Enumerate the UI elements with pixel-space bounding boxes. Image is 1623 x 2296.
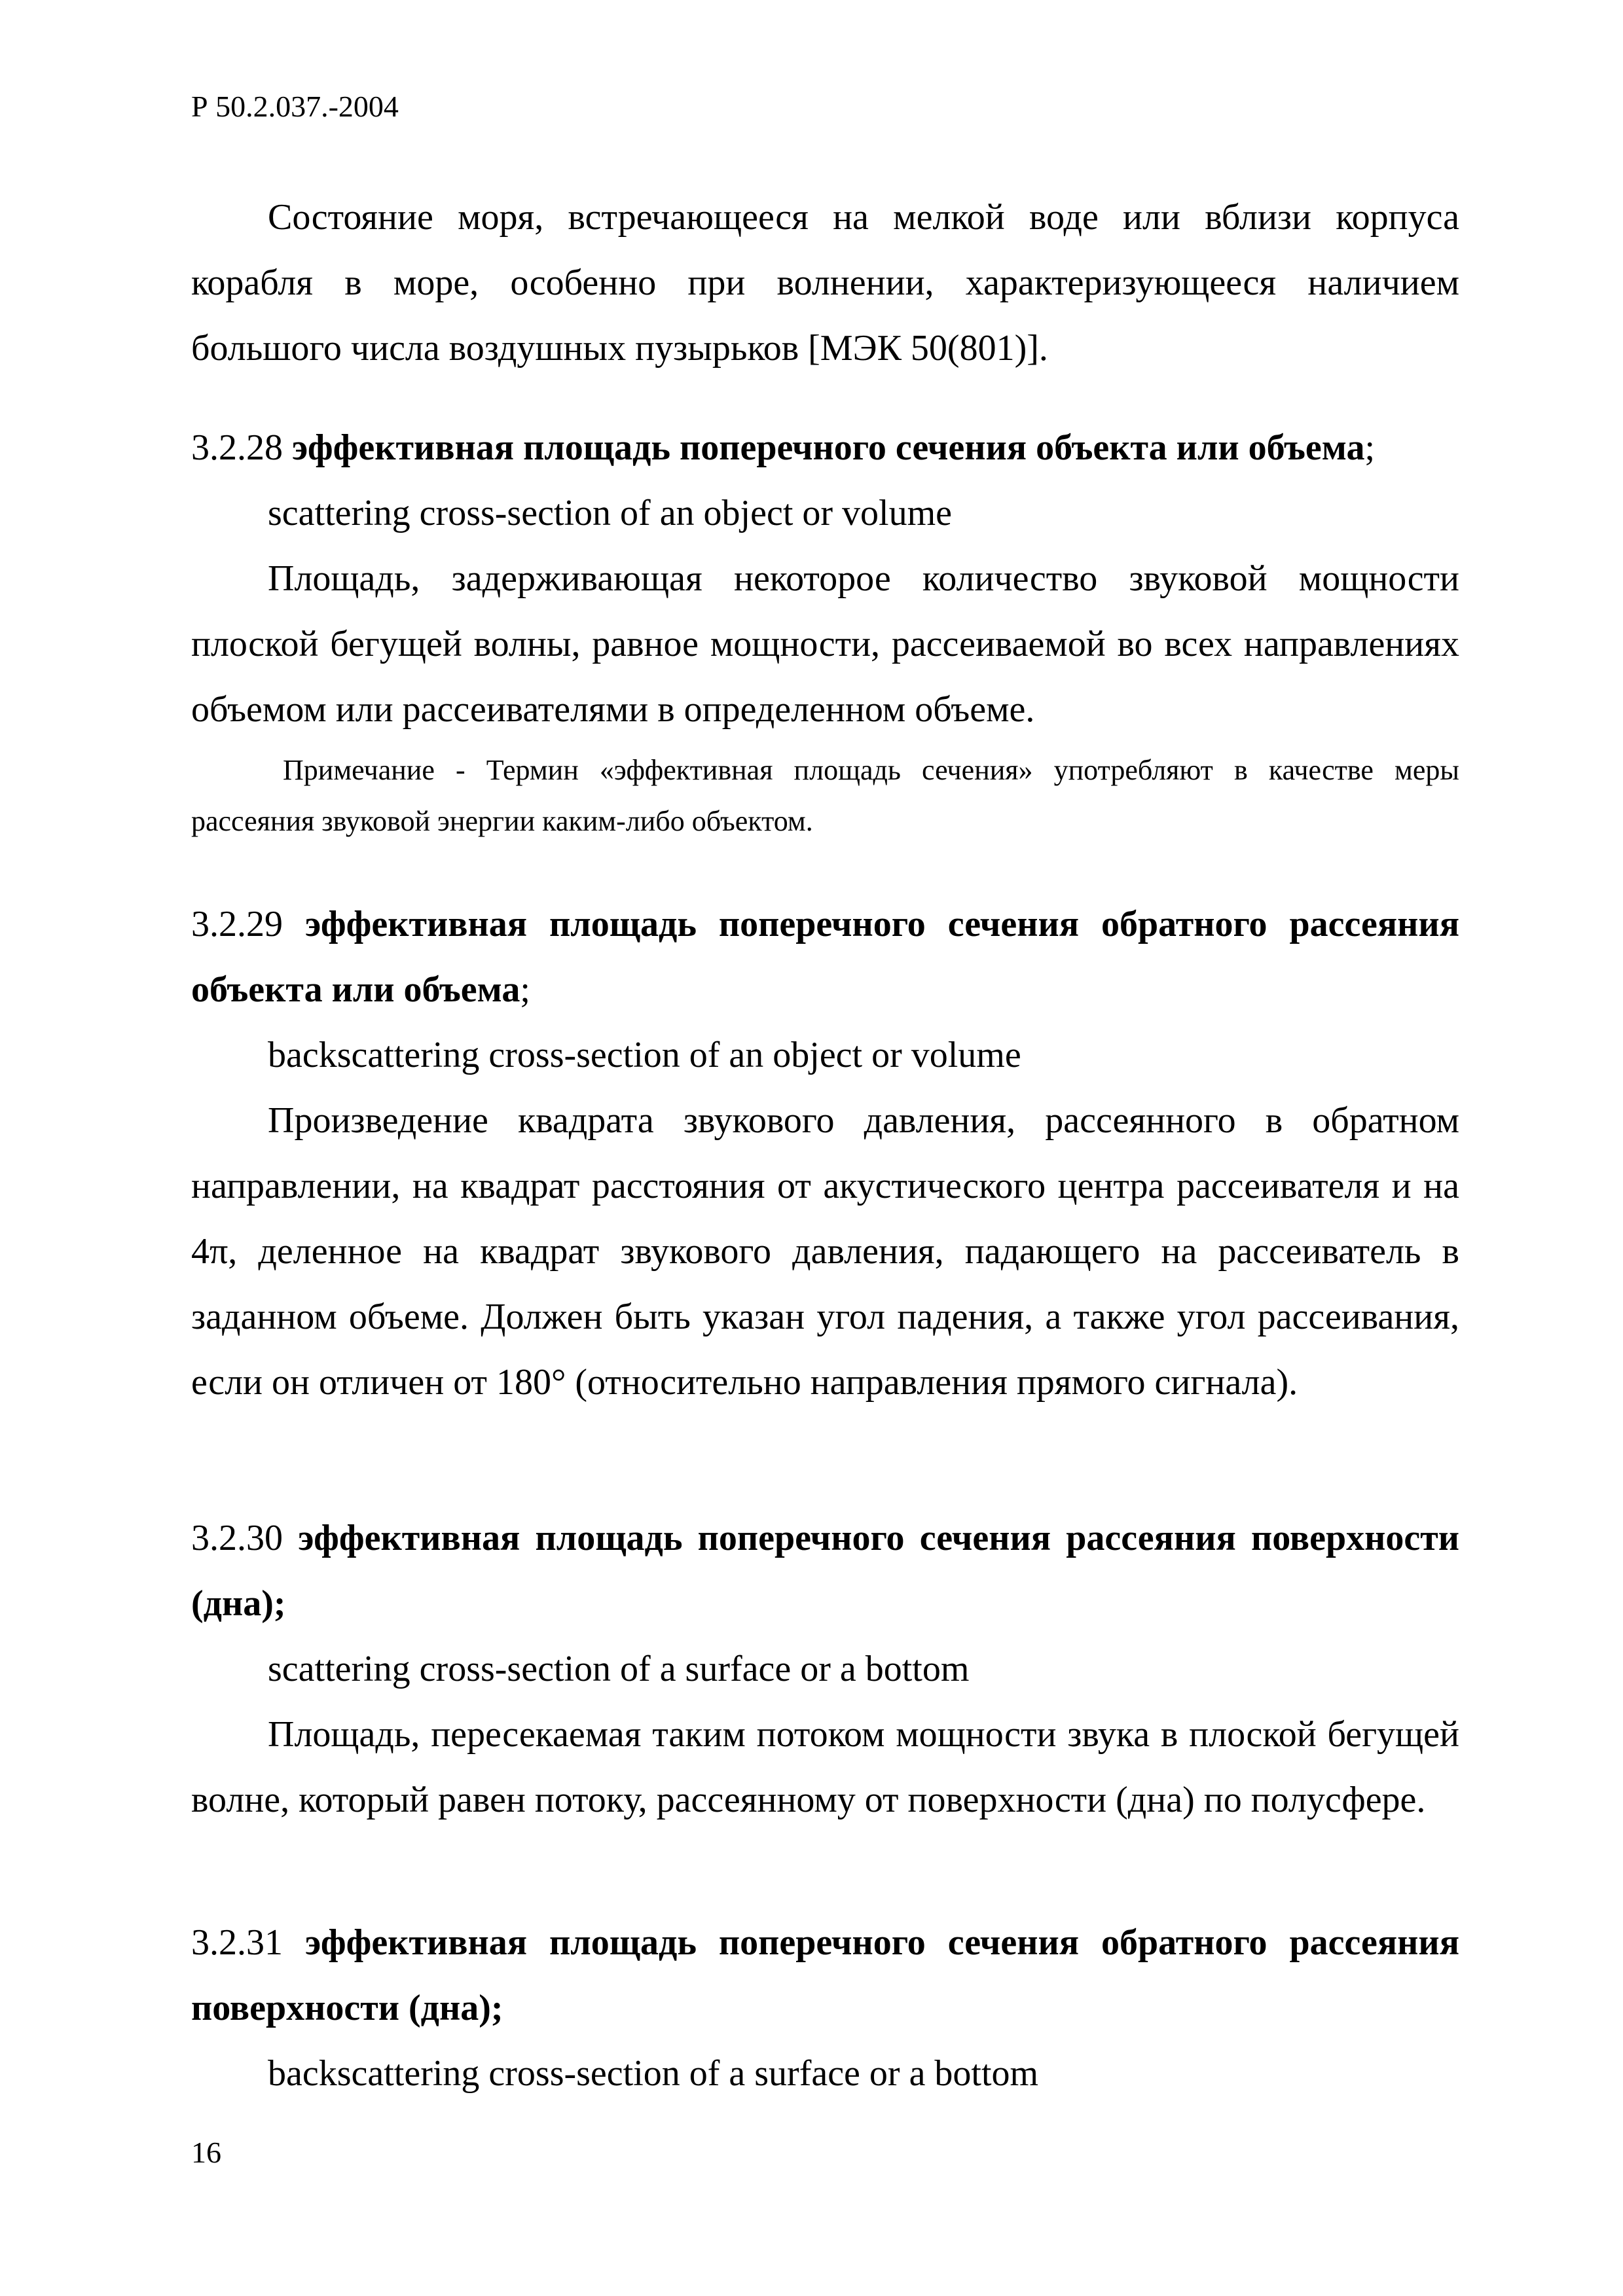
term-number: 3.2.31 bbox=[191, 1922, 283, 1963]
intro-paragraph: Состояние моря, встречающееся на мелкой воде или вблизи корпуса корабля в море, особенно при волнении, характеризующееся наличием большого числа воздушных пузырьков [МЭК 50(801)]. bbox=[191, 197, 1459, 368]
section-3-2-29 bbox=[191, 891, 1459, 1415]
english-term: backscattering cross-section of an object or volume bbox=[268, 1035, 1021, 1075]
term-heading bbox=[191, 1505, 1459, 1636]
term-title: эффективная площадь поперечного сечения обратного рассеяния поверхности (дна); bbox=[191, 1922, 1459, 2028]
term-definition: Площадь, задерживающая некоторое количество звуковой мощности плоской бегущей волны, равное мощности, рассеиваемой во всех направлениях объемом или рассеивателями в определенном объеме. bbox=[191, 558, 1459, 730]
section-3-2-28 bbox=[191, 415, 1459, 742]
section-3-2-31 bbox=[191, 1910, 1459, 2106]
term-heading bbox=[191, 415, 1459, 480]
term-heading bbox=[191, 1910, 1459, 2041]
page-number: 16 bbox=[191, 2136, 221, 2169]
term-end: ; bbox=[520, 969, 530, 1010]
document-code: Р 50.2.037.-2004 bbox=[191, 90, 399, 123]
term-number: 3.2.29 bbox=[191, 904, 283, 944]
intro-block bbox=[191, 185, 1459, 381]
term-note: Примечание - Термин «эффективная площадь сечения» употребляют в качестве меры рассеяния звуковой энергии каким-либо объектом. bbox=[191, 754, 1459, 837]
english-term: scattering cross-section of an object or volume bbox=[268, 493, 952, 533]
term-number: 3.2.28 bbox=[191, 427, 283, 468]
term-number: 3.2.30 bbox=[191, 1518, 283, 1558]
term-title: эффективная площадь поперечного сечения рассеяния поверхности (дна); bbox=[191, 1518, 1459, 1624]
term-end: ; bbox=[1364, 427, 1376, 468]
english-term: backscattering cross-section of a surface or a bottom bbox=[268, 2053, 1039, 2094]
term-heading bbox=[191, 891, 1459, 1022]
term-definition: Произведение квадрата звукового давления, рассеянного в обратном направлении, на квадрат расстояния от акустического центра рассеивателя и на 4π, деленное на квадрат звукового давления, падающего на рассеиватель в заданном объеме. Должен быть указан угол падения, а также угол рассеивания, если он отличен от 180° (относительно направления прямого сигнала). bbox=[191, 1100, 1459, 1403]
section-3-2-30 bbox=[191, 1505, 1459, 1833]
term-title: эффективная площадь поперечного сечения объекта или объема bbox=[292, 427, 1365, 468]
english-term: scattering cross-section of a surface or a bottom bbox=[268, 1649, 970, 1689]
section-3-2-28-note bbox=[191, 745, 1459, 847]
term-title: эффективная площадь поперечного сечения обратного рассеяния объекта или объема bbox=[191, 904, 1459, 1010]
term-definition: Площадь, пересекаемая таким потоком мощности звука в плоской бегущей волне, который равен потоку, рассеянному от поверхности (дна) по полусфере. bbox=[191, 1714, 1459, 1820]
